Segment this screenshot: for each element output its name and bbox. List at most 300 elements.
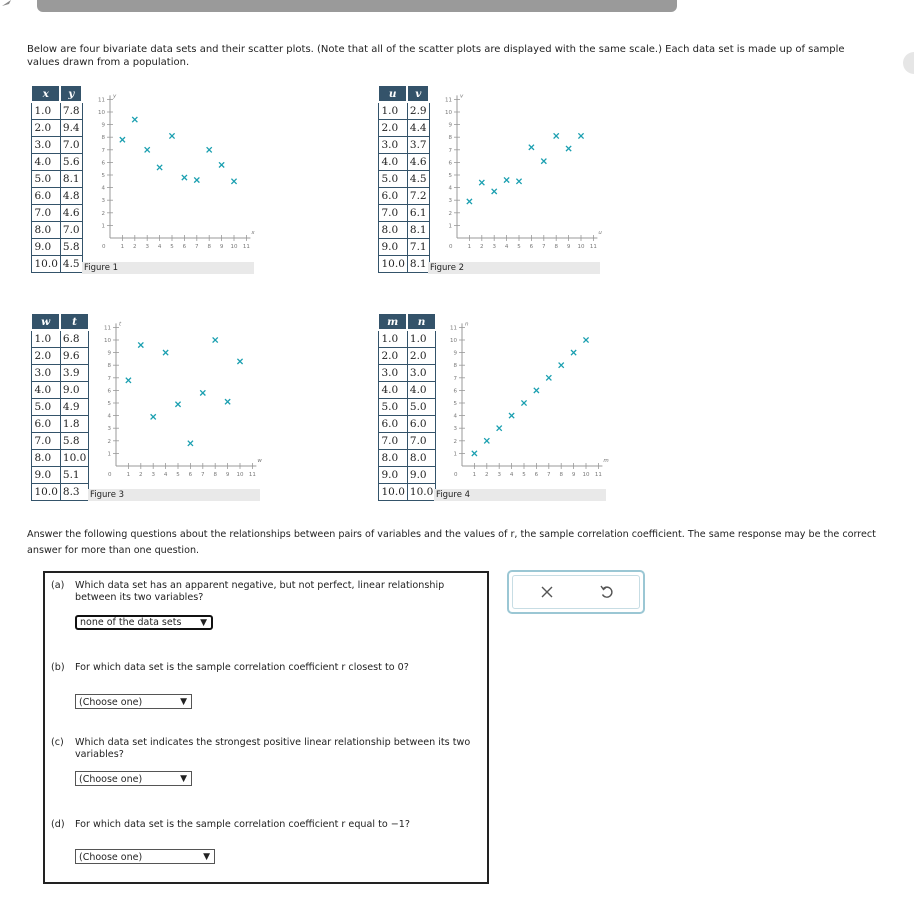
y-tick-label: 8 xyxy=(101,135,105,142)
table-cell: 1.0 xyxy=(31,102,60,120)
y-tick-label: 9 xyxy=(107,350,111,357)
table-cell: 3.0 xyxy=(31,365,60,382)
y-tick-label: 4 xyxy=(448,185,452,192)
x-tick-label: 3 xyxy=(151,472,155,478)
origin-label: 0 xyxy=(454,472,458,478)
figure-label-4: Figure 4 xyxy=(434,489,606,501)
x-tick-label: 10 xyxy=(582,472,590,478)
x-tick-label: 4 xyxy=(509,472,514,478)
table-row xyxy=(31,484,89,501)
table-row xyxy=(378,382,436,399)
x-tick-label: 9 xyxy=(571,472,576,478)
table-row xyxy=(31,399,89,416)
point-marker xyxy=(213,337,218,342)
table-row xyxy=(378,171,429,188)
y-tick-label: 4 xyxy=(101,185,105,192)
data-point xyxy=(126,378,131,383)
point-marker xyxy=(200,390,205,395)
y-tick-label: 5 xyxy=(448,173,452,179)
table-cell: 3.9 xyxy=(60,365,88,382)
table-cell: 4.0 xyxy=(31,154,60,171)
column-header: u xyxy=(378,85,407,102)
point-marker xyxy=(132,117,137,122)
question-text: Which data set indicates the strongest positive linear relationship between its two variables? xyxy=(75,737,471,760)
origin-label: 0 xyxy=(102,244,106,250)
x-tick-label: 10 xyxy=(577,244,585,250)
table-cell: 5.0 xyxy=(378,399,407,416)
dropdown-arrow-icon: ▼ xyxy=(180,774,187,784)
x-tick-label: 6 xyxy=(188,472,193,478)
column-header: m xyxy=(378,313,407,330)
table-cell: 8.3 xyxy=(60,484,88,501)
y-tick-label: 9 xyxy=(448,122,452,129)
point-marker xyxy=(571,350,576,355)
data-table-3 xyxy=(30,312,90,501)
point-marker xyxy=(194,177,199,182)
point-marker xyxy=(497,426,502,431)
table-row xyxy=(378,416,436,433)
table-cell: 4.5 xyxy=(60,256,82,273)
data-point xyxy=(207,147,212,152)
table-row xyxy=(31,120,82,137)
table-cell: 10.0 xyxy=(60,450,88,467)
point-marker xyxy=(578,133,583,138)
point-marker xyxy=(219,162,224,167)
table-cell: 10.0 xyxy=(31,256,60,273)
data-point xyxy=(546,375,551,380)
table-cell: 2.9 xyxy=(407,102,429,120)
table-row xyxy=(378,120,429,137)
data-point xyxy=(200,390,205,395)
point-marker xyxy=(509,413,514,418)
x-axis-label: m xyxy=(603,458,609,464)
point-marker xyxy=(225,399,230,404)
table-cell: 4.4 xyxy=(407,120,429,137)
y-tick-label: 6 xyxy=(453,388,457,395)
table-cell: 8.0 xyxy=(378,222,407,239)
data-point xyxy=(479,180,484,185)
x-tick-label: 7 xyxy=(201,472,205,478)
dropdown-arrow-icon: ▼ xyxy=(203,852,210,862)
table-cell: 3.0 xyxy=(378,137,407,154)
y-axis-label: t xyxy=(119,321,122,328)
table-cell: 5.0 xyxy=(31,399,60,416)
table-row xyxy=(31,102,82,120)
selected-value: (Choose one) xyxy=(79,774,143,785)
table-row xyxy=(31,382,89,399)
data-point xyxy=(509,413,514,418)
scatter-plot-3 xyxy=(88,316,260,488)
table-cell: 6.1 xyxy=(407,205,429,222)
point-marker xyxy=(534,388,539,393)
intro-text: Below are four bivariate data sets and their scatter plots. (Note that all of the scatter plots are displayed with the same scale.) Each data set is made up of sample values drawn from a population. xyxy=(27,44,845,68)
data-point xyxy=(492,189,497,194)
origin-label: 0 xyxy=(108,472,112,478)
point-marker xyxy=(145,147,150,152)
table-cell: 1.0 xyxy=(31,330,60,348)
y-tick-label: 5 xyxy=(107,401,111,407)
y-tick-label: 1 xyxy=(453,451,457,458)
point-marker xyxy=(504,177,509,182)
point-marker xyxy=(151,414,156,419)
table-row xyxy=(378,102,429,120)
table-cell: 2.0 xyxy=(407,348,435,365)
table-cell: 6.0 xyxy=(31,188,60,205)
y-tick-label: 4 xyxy=(107,413,111,420)
answer-tools-panel xyxy=(507,570,645,614)
dropdown-arrow-icon: ▼ xyxy=(200,618,207,628)
point-marker xyxy=(169,133,174,138)
table-row xyxy=(378,205,429,222)
table-cell: 8.0 xyxy=(31,450,60,467)
column-header: v xyxy=(407,85,429,102)
y-tick-label: 2 xyxy=(448,210,452,217)
point-marker xyxy=(175,402,180,407)
table-cell: 3.0 xyxy=(378,365,407,382)
x-tick-label: 11 xyxy=(242,244,250,250)
table-row xyxy=(31,171,82,188)
x-tick-label: 5 xyxy=(170,244,174,250)
y-tick-label: 3 xyxy=(453,426,457,433)
table-row xyxy=(378,365,436,382)
y-tick-label: 9 xyxy=(453,350,457,357)
x-tick-label: 8 xyxy=(554,244,558,250)
point-marker xyxy=(163,350,168,355)
selected-value: none of the data sets xyxy=(80,617,182,628)
table-row xyxy=(378,330,436,348)
x-tick-label: 10 xyxy=(230,244,238,250)
table-cell: 4.0 xyxy=(378,154,407,171)
point-marker xyxy=(559,363,564,368)
y-axis-label: y xyxy=(113,93,117,100)
data-point xyxy=(571,350,576,355)
y-tick-label: 7 xyxy=(453,375,457,382)
x-tick-label: 2 xyxy=(139,472,143,478)
point-marker xyxy=(546,375,551,380)
x-tick-label: 6 xyxy=(534,472,539,478)
table-cell: 1.0 xyxy=(407,330,435,348)
table-cell: 5.6 xyxy=(60,154,82,171)
x-tick-label: 9 xyxy=(566,244,571,250)
table-row xyxy=(378,256,429,273)
figure-label-2: Figure 2 xyxy=(428,262,600,274)
table-row xyxy=(31,330,89,348)
point-marker xyxy=(516,179,521,184)
point-marker xyxy=(479,180,484,185)
x-tick-label: 1 xyxy=(126,472,131,478)
column-header: x xyxy=(31,85,60,102)
data-point xyxy=(472,451,477,456)
y-axis-label: v xyxy=(460,93,464,100)
table-cell: 9.0 xyxy=(407,467,435,484)
data-point xyxy=(583,337,588,342)
questions-panel xyxy=(43,571,489,884)
scatter-plot-4 xyxy=(434,316,609,488)
data-point xyxy=(188,441,193,446)
table-row xyxy=(31,137,82,154)
x-tick-label: 6 xyxy=(182,244,187,250)
table-row xyxy=(378,433,436,450)
table-cell: 2.0 xyxy=(31,120,60,137)
data-point xyxy=(145,147,150,152)
question-letter: (a) xyxy=(51,580,65,591)
data-point xyxy=(219,162,224,167)
scatter-plot-2 xyxy=(429,88,601,260)
question-text: For which data set is the sample correlation coefficient r closest to 0? xyxy=(75,662,409,673)
column-header: t xyxy=(60,313,88,330)
data-point xyxy=(237,359,242,364)
origin-label: 0 xyxy=(449,244,453,250)
table-cell: 9.4 xyxy=(60,120,82,137)
x-tick-label: 5 xyxy=(517,244,521,250)
data-point xyxy=(504,177,509,182)
table-row xyxy=(378,450,436,467)
y-tick-label: 8 xyxy=(453,363,457,370)
table-row xyxy=(378,399,436,416)
data-table-4 xyxy=(377,312,437,501)
selected-value: (Choose one) xyxy=(79,852,143,863)
data-point xyxy=(578,133,583,138)
table-cell: 5.0 xyxy=(31,171,60,188)
table-cell: 6.0 xyxy=(31,416,60,433)
answer-select-a[interactable] xyxy=(75,615,213,630)
answer-select-b[interactable] xyxy=(75,694,192,709)
x-axis-label: x xyxy=(251,230,255,236)
x-tick-label: 1 xyxy=(120,244,125,250)
point-marker xyxy=(467,199,472,204)
data-point xyxy=(225,399,230,404)
point-marker xyxy=(541,159,546,164)
point-marker xyxy=(231,179,236,184)
point-marker xyxy=(138,342,143,347)
data-point xyxy=(554,133,559,138)
y-tick-label: 1 xyxy=(101,223,105,230)
y-tick-label: 11 xyxy=(445,97,452,104)
table-cell: 10.0 xyxy=(378,484,407,501)
table-cell: 6.0 xyxy=(378,188,407,205)
y-tick-label: 11 xyxy=(98,97,105,104)
x-axis-label: w xyxy=(257,458,262,464)
y-tick-label: 5 xyxy=(453,401,457,407)
table-cell: 8.1 xyxy=(407,256,429,273)
data-point xyxy=(175,402,180,407)
data-point xyxy=(566,146,571,151)
instructions-text: Answer the following questions about the relationships between pairs of variables and the values of r, the sample correlation coefficient. The same response may be the correct answer for more than one question. xyxy=(27,529,876,556)
data-point xyxy=(169,133,174,138)
table-cell: 10.0 xyxy=(378,256,407,273)
table-cell: 4.0 xyxy=(378,382,407,399)
y-tick-label: 6 xyxy=(448,160,452,167)
x-tick-label: 9 xyxy=(225,472,230,478)
point-marker xyxy=(529,145,534,150)
y-tick-label: 11 xyxy=(450,325,457,332)
table-cell: 4.6 xyxy=(60,205,82,222)
point-marker xyxy=(484,438,489,443)
question-letter: (d) xyxy=(51,819,65,830)
x-tick-label: 8 xyxy=(213,472,217,478)
x-tick-label: 7 xyxy=(547,472,551,478)
table-cell: 9.0 xyxy=(60,382,88,399)
answer-select-d[interactable] xyxy=(75,849,215,864)
data-point xyxy=(521,400,526,405)
table-cell: 1.0 xyxy=(378,102,407,120)
point-marker xyxy=(521,400,526,405)
data-point xyxy=(484,438,489,443)
table-cell: 3.7 xyxy=(407,137,429,154)
table-cell: 6.0 xyxy=(407,416,435,433)
x-tick-label: 5 xyxy=(522,472,526,478)
table-cell: 7.0 xyxy=(407,433,435,450)
table-cell: 4.0 xyxy=(407,382,435,399)
y-tick-label: 7 xyxy=(101,147,105,154)
table-cell: 7.1 xyxy=(407,239,429,256)
x-tick-label: 4 xyxy=(504,244,509,250)
y-tick-label: 1 xyxy=(107,451,111,458)
x-tick-label: 10 xyxy=(236,472,244,478)
x-tick-label: 5 xyxy=(176,472,180,478)
table-cell: 6.0 xyxy=(378,416,407,433)
table-row xyxy=(378,484,436,501)
table-row xyxy=(378,222,429,239)
table-cell: 2.0 xyxy=(378,348,407,365)
point-marker xyxy=(207,147,212,152)
table-row xyxy=(31,205,82,222)
table-cell: 5.0 xyxy=(378,171,407,188)
x-tick-label: 3 xyxy=(145,244,149,250)
y-tick-label: 4 xyxy=(453,413,457,420)
x-tick-label: 2 xyxy=(480,244,484,250)
data-point xyxy=(497,426,502,431)
y-tick-label: 10 xyxy=(445,110,452,116)
x-axis-label: u xyxy=(598,230,602,236)
table-row xyxy=(31,348,89,365)
x-tick-label: 8 xyxy=(559,472,563,478)
table-cell: 4.9 xyxy=(60,399,88,416)
table-row xyxy=(31,365,89,382)
y-tick-label: 10 xyxy=(104,338,111,344)
data-point xyxy=(213,337,218,342)
data-point xyxy=(534,388,539,393)
undo-icon[interactable] xyxy=(595,580,619,604)
data-point xyxy=(138,342,143,347)
table-cell: 9.0 xyxy=(378,239,407,256)
table-cell: 7.2 xyxy=(407,188,429,205)
table-row xyxy=(31,154,82,171)
table-cell: 5.8 xyxy=(60,433,88,450)
table-cell: 3.0 xyxy=(407,365,435,382)
question-text: Which data set has an apparent negative, but not perfect, linear relationship between its two variables? xyxy=(75,580,445,603)
x-tick-label: 11 xyxy=(248,472,256,478)
table-cell: 8.0 xyxy=(31,222,60,239)
table-cell: 6.8 xyxy=(60,330,88,348)
table-cell: 7.0 xyxy=(378,205,407,222)
table-cell: 9.0 xyxy=(31,467,60,484)
data-point xyxy=(182,175,187,180)
y-tick-label: 3 xyxy=(101,198,105,205)
question-letter: (b) xyxy=(51,662,65,673)
table-cell: 1.8 xyxy=(60,416,88,433)
data-point xyxy=(163,350,168,355)
x-tick-label: 2 xyxy=(133,244,137,250)
top-toolbar xyxy=(37,0,677,12)
close-icon[interactable] xyxy=(535,580,559,604)
point-marker xyxy=(237,359,242,364)
table-row xyxy=(31,188,82,205)
y-tick-label: 10 xyxy=(450,338,457,344)
x-tick-label: 1 xyxy=(467,244,472,250)
scatter-plot-1 xyxy=(82,88,254,260)
y-tick-label: 9 xyxy=(101,122,105,129)
table-row xyxy=(378,137,429,154)
question-text: For which data set is the sample correlation coefficient r equal to −1? xyxy=(75,819,411,830)
data-point xyxy=(516,179,521,184)
y-tick-label: 8 xyxy=(448,135,452,142)
table-cell: 9.0 xyxy=(31,239,60,256)
point-marker xyxy=(120,137,125,142)
table-row xyxy=(31,416,89,433)
x-tick-label: 8 xyxy=(207,244,211,250)
data-point xyxy=(467,199,472,204)
data-point xyxy=(541,159,546,164)
data-table-1 xyxy=(30,84,83,273)
table-cell: 8.1 xyxy=(60,171,82,188)
table-cell: 8.0 xyxy=(378,450,407,467)
figure-label-3: Figure 3 xyxy=(88,489,260,501)
y-tick-label: 2 xyxy=(453,438,457,445)
table-cell: 9.0 xyxy=(378,467,407,484)
back-arrow-icon[interactable] xyxy=(0,0,12,10)
data-point xyxy=(529,145,534,150)
table-cell: 2.0 xyxy=(31,348,60,365)
point-marker xyxy=(188,441,193,446)
table-cell: 5.8 xyxy=(60,239,82,256)
x-tick-label: 6 xyxy=(529,244,534,250)
table-cell: 2.0 xyxy=(378,120,407,137)
selected-value: (Choose one) xyxy=(79,697,143,708)
table-row xyxy=(378,239,429,256)
figure-label-1: Figure 1 xyxy=(82,262,254,274)
table-cell: 4.8 xyxy=(60,188,82,205)
x-tick-label: 1 xyxy=(472,472,477,478)
point-marker xyxy=(472,451,477,456)
table-cell: 10.0 xyxy=(31,484,60,501)
column-header: n xyxy=(407,313,435,330)
table-cell: 4.0 xyxy=(31,382,60,399)
table-cell: 9.6 xyxy=(60,348,88,365)
data-point xyxy=(132,117,137,122)
table-row xyxy=(378,467,436,484)
x-tick-label: 3 xyxy=(497,472,501,478)
point-marker xyxy=(126,378,131,383)
y-tick-label: 3 xyxy=(107,426,111,433)
answer-select-c[interactable] xyxy=(75,771,192,786)
table-cell: 5.1 xyxy=(60,467,88,484)
data-point xyxy=(194,177,199,182)
x-tick-label: 3 xyxy=(492,244,496,250)
side-tab-icon[interactable] xyxy=(903,52,914,74)
table-cell: 7.0 xyxy=(60,137,82,154)
table-row xyxy=(31,222,82,239)
x-tick-label: 11 xyxy=(589,244,597,250)
point-marker xyxy=(566,146,571,151)
y-tick-label: 6 xyxy=(107,388,111,395)
table-row xyxy=(378,348,436,365)
data-point xyxy=(151,414,156,419)
table-row xyxy=(31,239,82,256)
data-point xyxy=(157,165,162,170)
table-cell: 7.0 xyxy=(31,205,60,222)
table-row xyxy=(378,154,429,171)
